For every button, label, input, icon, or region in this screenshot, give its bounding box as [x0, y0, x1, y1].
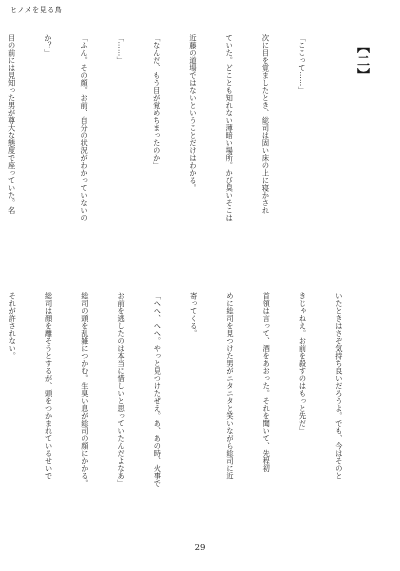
- text-column: か？」: [43, 34, 53, 57]
- text-column: 総司の頭を乱雑につかむ。生臭い息が総司の顔にかかる。: [80, 292, 90, 487]
- text-block-top: [0, 34, 332, 284]
- text-column: 近藤の道場ではないということだけはわかる。: [188, 34, 198, 192]
- text-column: 総司は顔を離そうとするが、頭をつかまれているせいで: [44, 292, 54, 480]
- chapter-title: 【二】: [354, 40, 369, 82]
- text-column: 「へへ、へへ。やっと見つけたぜえ。あ、あの時、火事で: [153, 292, 163, 487]
- text-column: 寄ってくる。: [189, 292, 199, 337]
- text-column: 「ここって……」: [297, 34, 307, 94]
- text-column: 「……」: [116, 34, 126, 64]
- text-column: 次に目を覚ましたとき、総司は固い床の上に寝かされ: [261, 34, 271, 214]
- text-column: 目の前には見知った男が尊大な態度で座っていた。名: [7, 34, 17, 214]
- text-column: めに総司を見つけた男がニタニタと笑いながら総司に近: [225, 292, 235, 480]
- text-column: ていた。どことも知れない薄暗い場所。かび臭いそこは: [225, 34, 235, 222]
- text-column: いたときはさぞ気持ち良いだろうよ。でも、今はそのと: [334, 292, 344, 480]
- text-column: お前を逃したのは本当に惜しいと思っていたんだよなあ」: [117, 292, 127, 487]
- page-number: 29: [194, 543, 206, 553]
- running-header: ヒノメを見る鳥: [10, 6, 63, 14]
- text-column: 「なんだ、もう目が覚めちまったのか」: [152, 34, 162, 169]
- text-column: きじゃねえ。お前を殺すのはもっと先だ」: [298, 292, 308, 435]
- text-column: 首領は言って、酒をあおった。それを聞いて、先程初: [262, 292, 272, 472]
- text-column: 「ふん。その顔。お前、自分の状況がわかっていないの: [80, 34, 90, 222]
- text-block-bottom: [0, 292, 369, 538]
- text-column: それが許されない。: [8, 292, 18, 360]
